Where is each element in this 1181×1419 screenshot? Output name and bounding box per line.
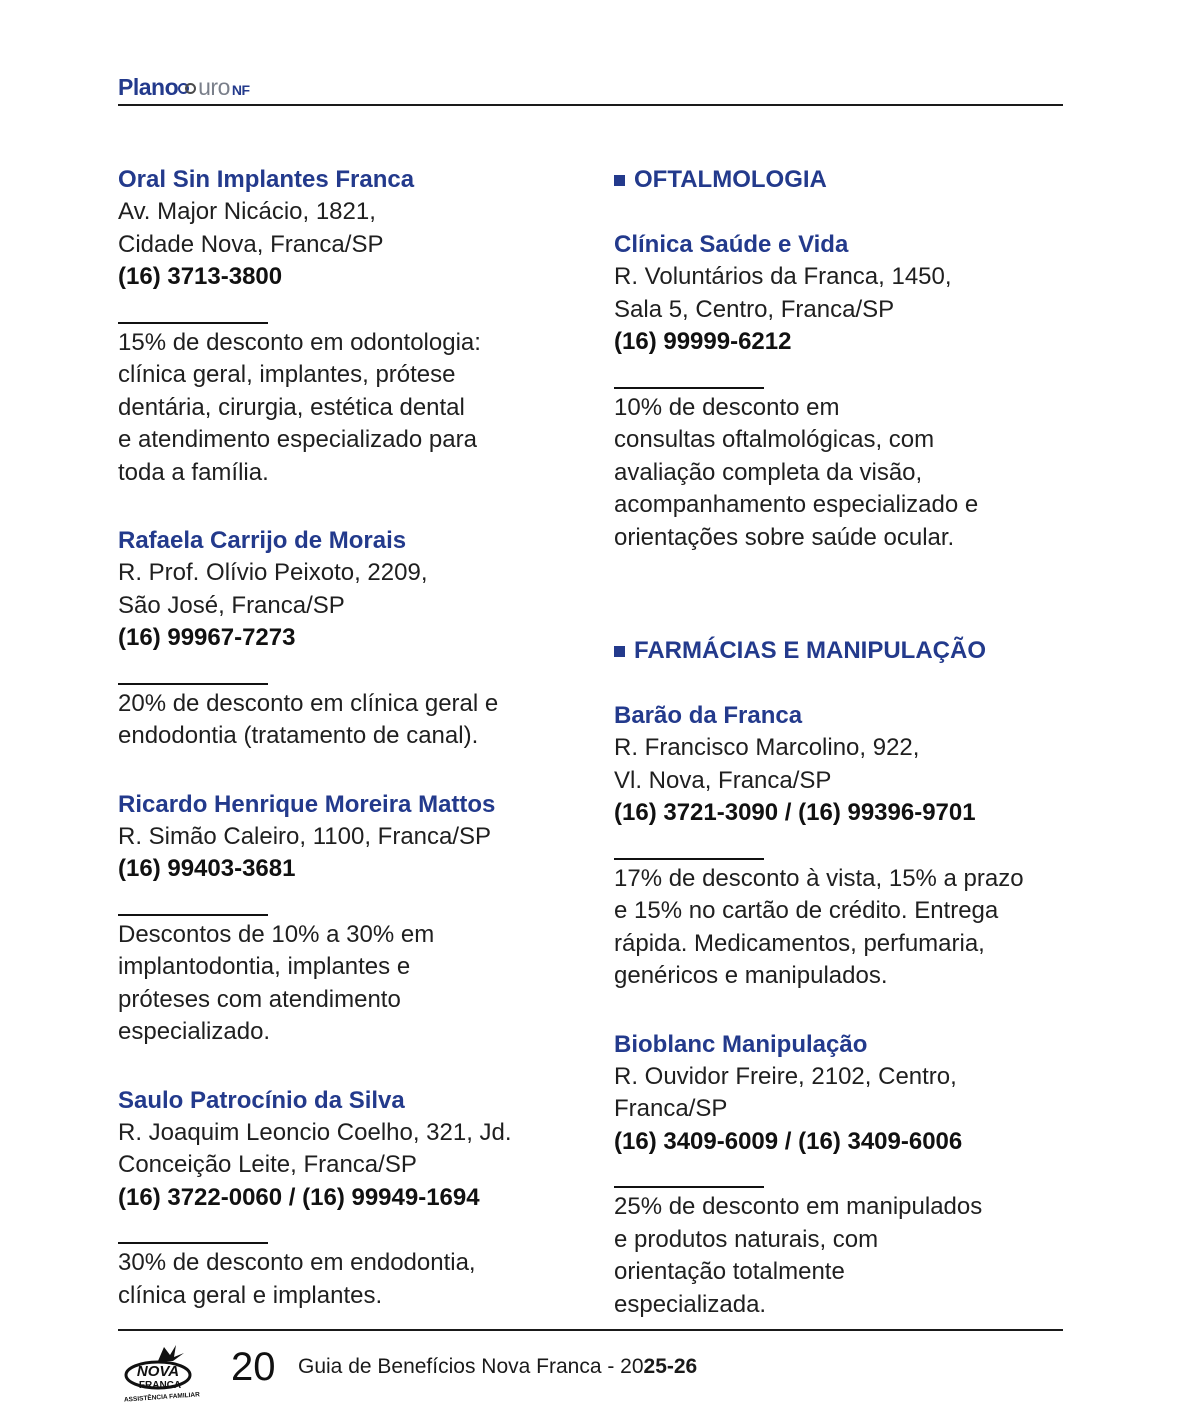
divider	[118, 914, 268, 916]
provider-description-line: avaliação completa da visão,	[614, 458, 923, 486]
divider	[614, 1186, 764, 1188]
guide-title-text: Guia de Benefícios Nova Franca - 20	[298, 1355, 644, 1378]
divider	[614, 858, 764, 860]
provider-entry	[118, 524, 578, 753]
provider-description-line: 25% de desconto em manipulados	[614, 1193, 983, 1220]
provider-description-line: clínica geral, implantes, prótese	[118, 361, 456, 388]
right-column	[614, 163, 1069, 1356]
provider-phone: (16) 3722-0060 / (16) 99949-1694	[118, 1183, 480, 1211]
provider-description-line: dentária, cirurgia, estética dental	[118, 393, 465, 421]
nova-franca-logo	[118, 1341, 210, 1405]
provider-name: Bioblanc Manipulação	[614, 1030, 868, 1058]
provider-description-line: clínica geral e implantes.	[118, 1281, 383, 1309]
provider-description-line: 10% de desconto em	[614, 393, 840, 421]
left-column	[118, 163, 578, 1347]
provider-address-line: R. Ouvidor Freire, 2102, Centro,	[614, 1062, 957, 1090]
square-bullet-icon	[614, 175, 625, 186]
provider-entry	[118, 163, 578, 489]
provider-entry	[118, 1084, 578, 1313]
provider-description-line: e produtos naturais, com	[614, 1225, 879, 1253]
provider-description-line: especializada.	[614, 1290, 767, 1318]
provider-address-line: São José, Franca/SP	[118, 591, 345, 619]
provider-description-line: rápida. Medicamentos, perfumaria,	[614, 929, 985, 957]
provider-phone: (16) 3409-6009 / (16) 3409-6006	[614, 1127, 963, 1155]
provider-phone: (16) 3721-3090 / (16) 99396-9701	[614, 799, 976, 826]
provider-description-line: genéricos e manipulados.	[614, 962, 888, 989]
provider-description-line: acompanhamento especializado e	[614, 491, 979, 518]
provider-name: Clínica Saúde e Vida	[614, 231, 849, 258]
provider-address-line: R. Joaquim Leoncio Coelho, 321, Jd.	[118, 1118, 512, 1146]
provider-description-line: orientações sobre saúde ocular.	[614, 523, 955, 551]
provider-entry	[118, 788, 578, 1049]
section-heading	[614, 163, 1069, 196]
square-bullet-icon	[614, 646, 625, 657]
divider	[118, 1242, 268, 1244]
provider-description-line: 17% de desconto à vista, 15% a prazo	[614, 864, 1024, 892]
provider-address-line: R. Voluntários da Franca, 1450,	[614, 263, 952, 290]
logo-nf-text: NF	[231, 82, 250, 98]
provider-address-line: R. Simão Caleiro, 1100, Franca/SP	[118, 822, 492, 850]
svg-text:ASSISTÊNCIA FAMILIAR: ASSISTÊNCIA FAMILIAR	[123, 1391, 201, 1404]
page-header	[118, 70, 1063, 106]
page-footer	[118, 1329, 1063, 1419]
provider-entry	[614, 228, 1069, 554]
svg-text:FRANCA: FRANCA	[138, 1380, 182, 1391]
provider-description-line: próteses com atendimento	[118, 985, 401, 1013]
provider-address-line: Conceição Leite, Franca/SP	[118, 1151, 417, 1178]
provider-address-line: Av. Major Nicácio, 1821,	[118, 198, 376, 225]
provider-description-line: 20% de desconto em clínica geral e	[118, 689, 499, 717]
provider-description-line: endodontia (tratamento de canal).	[118, 722, 479, 749]
provider-phone: (16) 99999-6212	[614, 328, 792, 355]
svg-text:NOVA: NOVA	[136, 1363, 180, 1380]
logo-ouro-text: uro	[198, 74, 230, 100]
provider-address-line: Franca/SP	[614, 1095, 728, 1122]
provider-phone: (16) 3713-3800	[118, 263, 283, 290]
logo-rings-icon	[178, 82, 198, 96]
provider-name: Oral Sin Implantes Franca	[118, 166, 415, 193]
divider	[614, 387, 764, 389]
logo-plano-text: Plano	[118, 74, 179, 100]
provider-entry	[614, 1028, 1069, 1322]
section-title: OFTALMOLOGIA	[634, 166, 827, 193]
provider-name: Saulo Patrocínio da Silva	[118, 1086, 405, 1114]
guide-title-year: 25-26	[643, 1355, 698, 1378]
divider	[118, 683, 268, 685]
divider	[118, 322, 268, 324]
provider-description-line: 15% de desconto em odontologia:	[118, 328, 481, 356]
provider-description-line: especializado.	[118, 1018, 271, 1045]
provider-phone: (16) 99967-7273	[118, 624, 296, 651]
provider-entry	[614, 699, 1069, 993]
provider-description-line: e atendimento especializado para	[118, 426, 477, 453]
provider-address-line: R. Prof. Olívio Peixoto, 2209,	[118, 559, 428, 586]
plano-ouro-logo	[118, 74, 250, 101]
provider-name: Ricardo Henrique Moreira Mattos	[118, 790, 496, 818]
section-heading	[614, 634, 1069, 667]
provider-description-line: toda a família.	[118, 458, 269, 486]
provider-address-line: Vl. Nova, Franca/SP	[614, 766, 832, 794]
provider-description-line: Descontos de 10% a 30% em	[118, 920, 435, 948]
guide-title	[298, 1353, 697, 1381]
provider-description-line: e 15% no cartão de crédito. Entrega	[614, 897, 999, 924]
provider-description-line: consultas oftalmológicas, com	[614, 426, 935, 453]
provider-phone: (16) 99403-3681	[118, 855, 296, 882]
provider-address-line: Cidade Nova, Franca/SP	[118, 230, 384, 258]
provider-address-line: R. Francisco Marcolino, 922,	[614, 734, 920, 761]
provider-name: Barão da Franca	[614, 702, 803, 729]
page-number: 20	[231, 1345, 276, 1389]
provider-description-line: implantodontia, implantes e	[118, 953, 411, 980]
provider-name: Rafaela Carrijo de Morais	[118, 527, 407, 554]
provider-address-line: Sala 5, Centro, Franca/SP	[614, 295, 895, 323]
provider-description-line: orientação totalmente	[614, 1258, 845, 1285]
section-title: FARMÁCIAS E MANIPULAÇÃO	[634, 637, 986, 664]
provider-description-line: 30% de desconto em endodontia,	[118, 1249, 476, 1276]
